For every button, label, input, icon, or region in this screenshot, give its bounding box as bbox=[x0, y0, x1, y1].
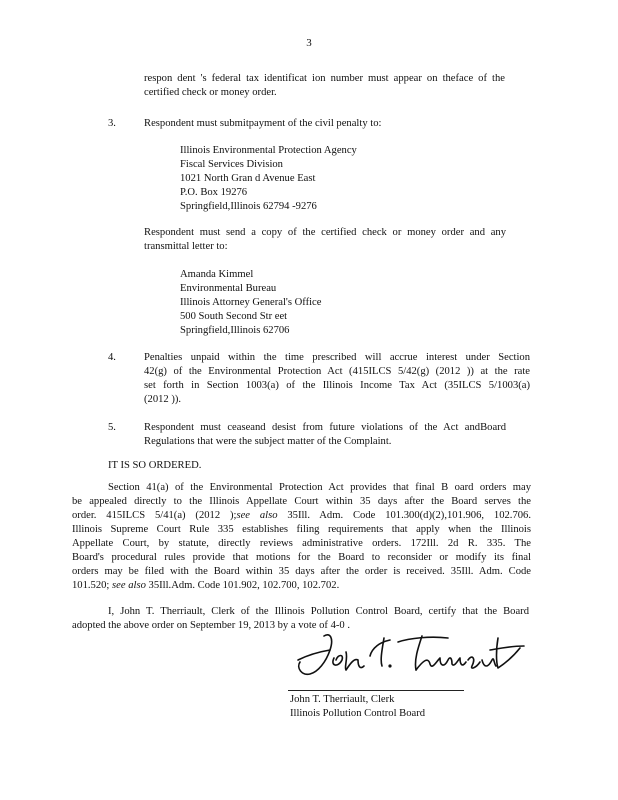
item-3-lead: Respondent must submitpayment of the civil penalty to: bbox=[144, 118, 382, 129]
item-5-paragraph bbox=[144, 421, 506, 449]
address-line: Fiscal Services Division bbox=[180, 159, 283, 170]
text-line: respon dent 's federal tax identificat ion number must appear on theface of the bbox=[144, 73, 505, 84]
signer-name-title: John T. Therriault, Clerk bbox=[290, 694, 395, 705]
text-line: orders may be filed with the Board within 35 days after the order is received. 35Ill. Adm. Code bbox=[72, 566, 531, 577]
item-number-5: 5. bbox=[108, 422, 116, 433]
text-line: Respondent must ceaseand desist from future violations of the Act andBoard bbox=[144, 422, 506, 433]
appeal-rights-paragraph bbox=[72, 481, 531, 593]
text-line: Illinois Supreme Court Rule 335 establishes filing requirements that apply when the Illinois bbox=[72, 524, 531, 535]
see-also-signal: see also bbox=[112, 580, 146, 591]
citation-text: 35Ill.Adm. Code 101.902, 102.700, 102.702. bbox=[148, 580, 340, 591]
text-line: Section 41(a) of the Environmental Protection Act provides that final B oard orders may bbox=[108, 482, 531, 493]
page-number: 3 bbox=[306, 37, 312, 49]
text-line: I, John T. Therriault, Clerk of the Illinois Pollution Control Board, certify that the Board bbox=[108, 606, 529, 617]
text-line: 42(g) of the Environmental Protection Act (415ILCS 5/42(g) (2012 )) at the rate bbox=[144, 366, 530, 377]
text-line: transmittal letter to: bbox=[144, 241, 228, 252]
text-line: be appealed directly to the Illinois Appellate Court within 35 days after the Board serves the bbox=[72, 496, 531, 507]
text-line: set forth in Section 1003(a) of the Illinois Income Tax Act (35ILCS 5/1003(a) bbox=[144, 380, 530, 391]
text-line: Penalties unpaid within the time prescribed will accrue interest under Section bbox=[144, 352, 530, 363]
address-line: 500 South Second Str eet bbox=[180, 311, 288, 322]
handwritten-signature bbox=[290, 628, 530, 688]
address-line: Illinois Environmental Protection Agency bbox=[180, 145, 357, 156]
address-block-attorney-general bbox=[180, 268, 321, 338]
text-line: (2012 )). bbox=[144, 394, 182, 405]
see-also-signal: see also bbox=[236, 510, 278, 521]
signature-block bbox=[290, 693, 425, 721]
signer-organization: Illinois Pollution Control Board bbox=[290, 708, 426, 719]
citation-text: 101.520; bbox=[72, 580, 110, 591]
address-line: Amanda Kimmel bbox=[180, 269, 254, 280]
text-line: adopted the above order on September 19, 2013 by a vote of 4-0 . bbox=[72, 620, 351, 631]
signature-line bbox=[288, 690, 464, 691]
send-copy-paragraph bbox=[144, 226, 506, 254]
text-line: Board's procedural rules provide that motions for the Board to reconsider or modify its final bbox=[72, 552, 531, 563]
address-line: Springfield,Illinois 62706 bbox=[180, 325, 290, 336]
address-line: P.O. Box 19276 bbox=[180, 187, 248, 198]
carryover-paragraph bbox=[144, 72, 505, 100]
item-4-paragraph bbox=[144, 351, 530, 407]
address-line: Springfield,Illinois 62794 -9276 bbox=[180, 201, 317, 212]
citation-text: order. 415ILCS 5/41(a) (2012 ); bbox=[72, 510, 237, 521]
address-block-epa bbox=[180, 144, 357, 214]
text-line: Appellate Court, by statute, directly reviews administrative orders. 172Ill. 2d R. 335. The bbox=[72, 538, 531, 549]
address-line: 1021 North Gran d Avenue East bbox=[180, 173, 316, 184]
text-line: Regulations that were the subject matter of the Complaint. bbox=[144, 436, 392, 447]
item-number-4: 4. bbox=[108, 352, 116, 363]
text-line bbox=[72, 509, 531, 523]
text-line: Respondent must send a copy of the certified check or money order and any bbox=[144, 227, 506, 238]
so-ordered: IT IS SO ORDERED. bbox=[108, 460, 202, 471]
citation-text: 35Ill. Adm. Code 101.300(d)(2),101.906, 102.706. bbox=[287, 510, 531, 521]
address-line: Illinois Attorney General's Office bbox=[180, 297, 322, 308]
address-line: Environmental Bureau bbox=[180, 283, 277, 294]
item-number-3: 3. bbox=[108, 118, 116, 129]
text-line bbox=[72, 579, 531, 593]
text-line: certified check or money order. bbox=[144, 87, 277, 98]
